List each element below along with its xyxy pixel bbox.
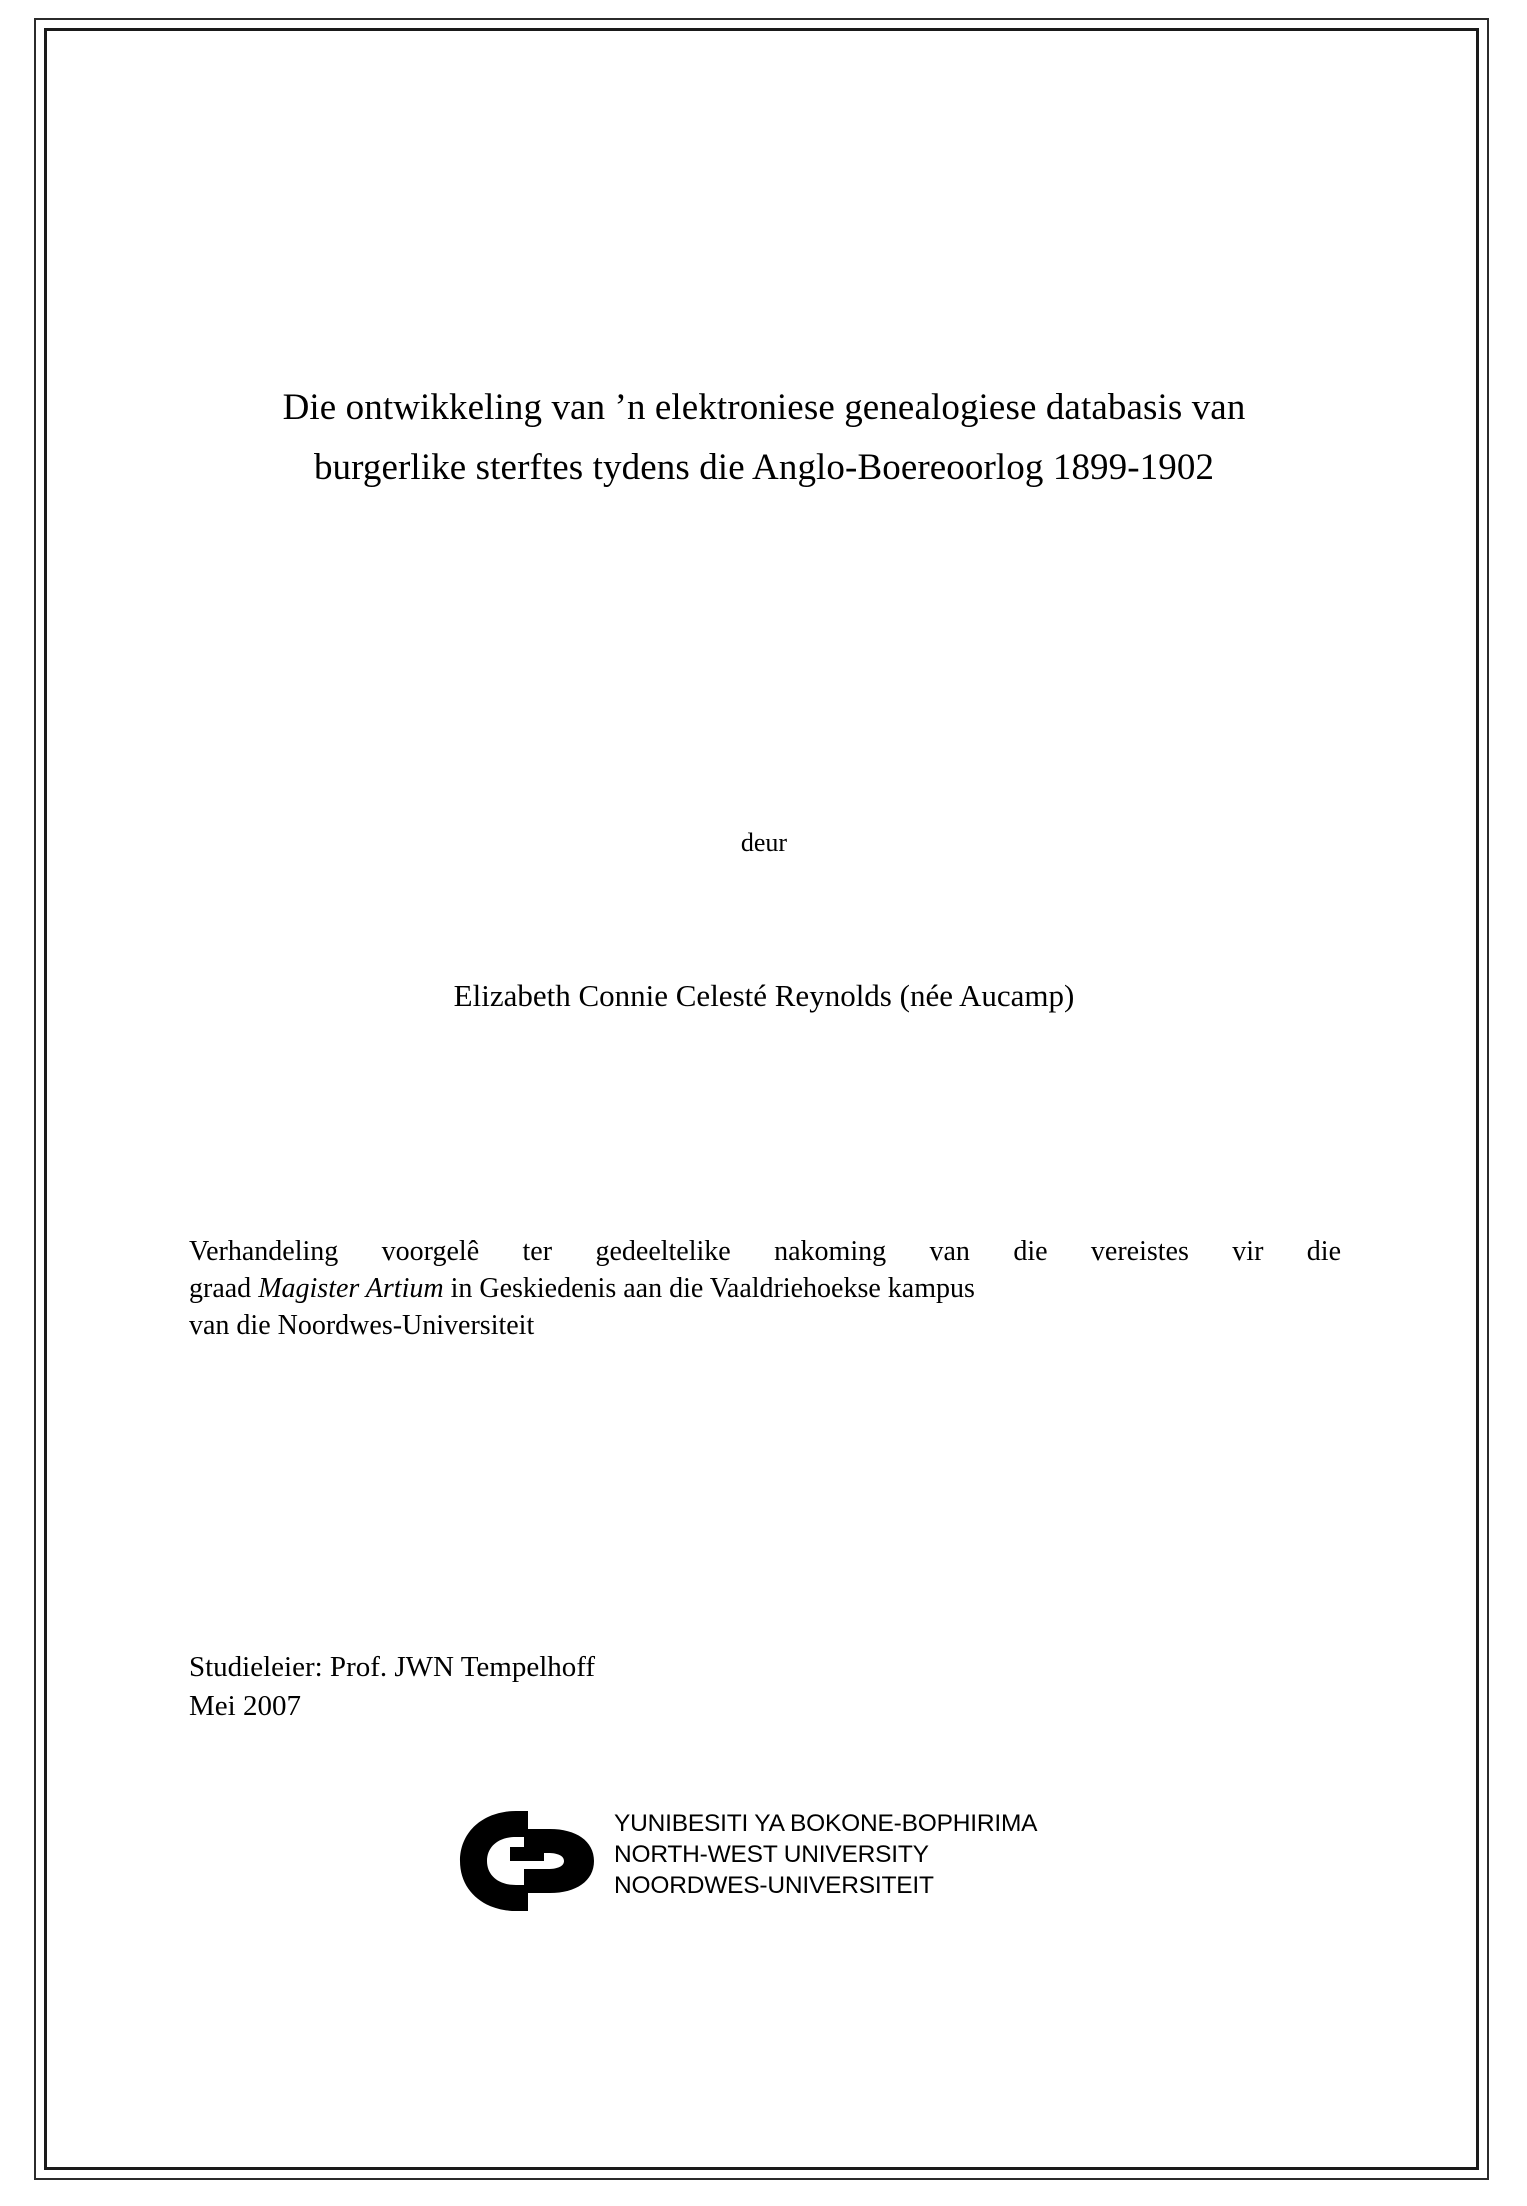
statement-line-3: van die Noordwes-Universiteit [189,1310,535,1342]
page-title [174,378,1354,498]
degree-statement [189,1233,1341,1345]
logo-text-line-1: YUNIBESITI YA BOKONE-BOPHIRIMA [614,1810,1038,1837]
logo-text-line-3: NOORDWES-UNIVERSITEIT [614,1871,934,1899]
logo-text-line-2: NORTH-WEST UNIVERSITY [614,1840,929,1868]
north-west-university-logo-icon [454,1807,604,1915]
title-line-2: burgerlike sterftes tydens die Anglo-Boereoorlog 1899-1902 [313,446,1215,488]
by-label: deur [740,828,788,857]
statement-line-2-pre: graad [189,1273,259,1305]
statement-line-1: Verhandeling voorgelê ter gedeeltelike nakoming van die vereistes vir die [189,1236,1341,1267]
university-logo-block [454,1803,1094,1923]
statement-line-2 [189,1270,1341,1307]
university-logo-text [614,1809,1037,1902]
supervisor-line: Studieleier: Prof. JWN Tempelhoff [189,1651,596,1683]
author-name: Elizabeth Connie Celesté Reynolds (née Aucamp) [453,978,1075,1013]
supervisor-block [189,1648,1089,1725]
degree-name: Magister Artium [258,1273,444,1305]
statement-line-2-post: in Geskiedenis aan die Vaaldriehoekse kampus [443,1273,975,1305]
page-content [44,28,1479,2170]
title-line-1: Die ontwikkeling van ’n elektroniese genealogiese databasis van [282,387,1246,428]
date-line: Mei 2007 [189,1689,301,1722]
